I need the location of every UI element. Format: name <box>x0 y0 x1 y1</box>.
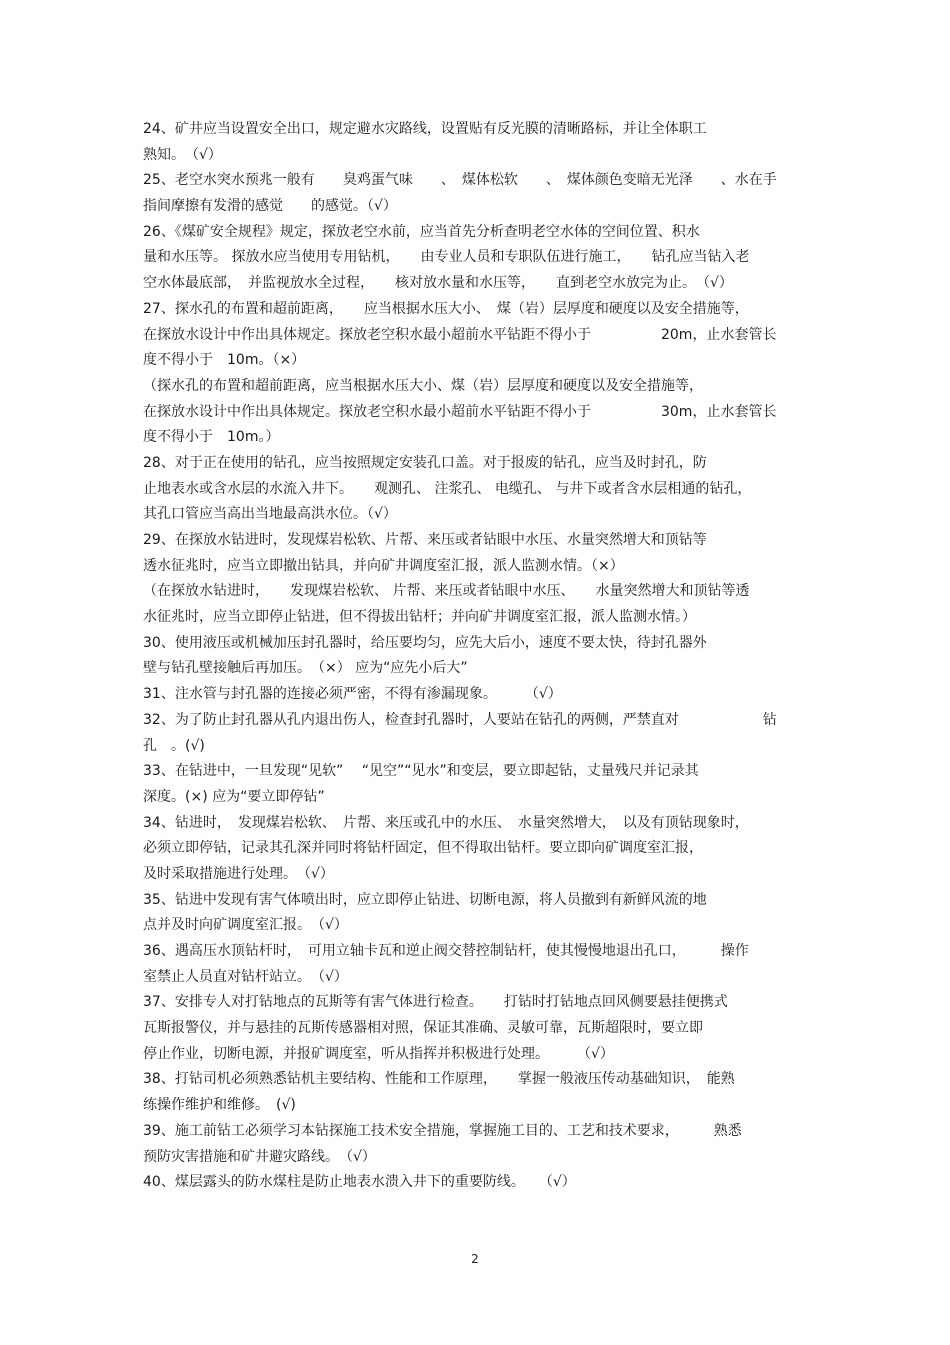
text-line: 空水体最底部， 并监视放水全过程， 核对放水量和水压等， 直到老空水放完为止。 （√） <box>143 275 733 292</box>
text-line: 度不得小于 10m。） <box>143 429 280 446</box>
text-line: 深度。(×) 应为“要立即停钻” <box>143 788 325 805</box>
text-line: 室禁止人员直对钻杆站立。 （√） <box>143 968 348 985</box>
text-line: 点并及时向矿调度室汇报。 （√） <box>143 917 348 934</box>
text-line: 24、矿井应当设置安全出口，规定避水灾路线，设置贴有反光膜的清晰路标，并让全体职工 <box>143 121 707 137</box>
text-line: 34、钻进时， 发现煤岩松软、 片帮、来压或孔中的水压、 水量突然增大， 以及有顶钻现象时， <box>143 814 749 831</box>
text-line: 40、煤层露头的防水煤柱是防止地表水溃入井下的重要防线。 （√） <box>143 1174 576 1191</box>
text-line: 27、探水孔的布置和超前距离， 应当根据水压大小、 煤（岩）层厚度和硬度以及安全措施等， <box>143 300 749 317</box>
text-line: 量和水压等。 探放水应当使用专用钻机， 由专业人员和专职队伍进行施工， 钻孔应当钻入老 <box>143 249 750 266</box>
text-line: 29、在探放水钻进时，发现煤岩松软、片帮、来压或者钻眼中水压、水量突然增大和顶钻等 <box>143 532 707 548</box>
text-line: 熟知。 （√） <box>143 146 222 163</box>
text-line: 38、打钻司机必须熟悉钻机主要结构、性能和工作原理， 掌握一般液压传动基础知识， 能熟 <box>143 1071 735 1088</box>
text-line: 预防灾害措施和矿井避灾路线。 （√） <box>143 1148 376 1165</box>
text-line: 瓦斯报警仪，并与悬挂的瓦斯传感器相对照，保证其准确、灵敏可靠，瓦斯超限时，要立即 <box>143 1020 703 1037</box>
text-line: 练操作维护和维修。 (√) <box>143 1097 296 1114</box>
text-line: 32、为了防止封孔器从孔内退出伤人，检查封孔器时，人要站在钻孔的两侧，严禁直对 钻 <box>143 711 777 728</box>
text-line: 37、安排专人对打钻地点的瓦斯等有害气体进行检查。 打钻时打钻地点回风侧要悬挂便携式 <box>143 994 728 1011</box>
text-line: 36、遇高压水顶钻杆时， 可用立轴卡瓦和逆止阀交替控制钻杆，使其慢慢地退出孔口， 操作 <box>143 943 749 959</box>
text-line: 在探放水设计中作出具体规定。探放老空积水最小超前水平钻距不得小于 20m，止水套管长 <box>143 326 777 343</box>
text-line: 止地表水或含水层的水流入井下。 观测孔、 注浆孔、 电缆孔、 与井下或者含水层相通的钻孔， <box>143 480 752 497</box>
text-line: 水征兆时，应当立即停止钻进，但不得拔出钻杆；并向矿井调度室汇报，派人监测水情。） <box>143 609 696 626</box>
text-line: 26、《煤矿安全规程》规定，探放老空水前，应当首先分析查明老空水体的空间位置、积水 <box>143 223 700 240</box>
text-line: 在探放水设计中作出具体规定。探放老空积水最小超前水平钻距不得小于 30m，止水套管长 <box>143 403 777 420</box>
text-line: 31、注水管与封孔器的连接必须严密，不得有渗漏现象。 （√） <box>143 686 562 703</box>
text-line: 39、施工前钻工必须学习本钻探施工技术安全措施，掌握施工目的、工艺和技术要求， 熟悉 <box>143 1122 742 1139</box>
text-line: （在探放水钻进时， 发现煤岩松软、 片帮、来压或者钻眼中水压、 水量突然增大和顶钻等透 <box>143 583 750 600</box>
text-line: 及时采取措施进行处理。 （√） <box>143 865 334 882</box>
text-line: 透水征兆时，应当立即撤出钻具，并向矿井调度室汇报，派人监测水情。（×） <box>143 557 624 574</box>
document-body <box>143 117 813 1196</box>
text-line: 停止作业，切断电源，并报矿调度室，听从指挥并积极进行处理。 （√） <box>143 1045 614 1062</box>
text-line: 壁与钻孔壁接触后再加压。 （×） 应为“应先小后大” <box>143 660 468 677</box>
text-line: 28、对于正在使用的钻孔，应当按照规定安装孔口盖。对于报废的钻孔，应当及时封孔，防 <box>143 454 707 471</box>
text-line: 孔 。(√) <box>143 737 205 754</box>
page-number: 2 <box>471 1252 479 1266</box>
text-line: 度不得小于 10m。（×） <box>143 352 306 369</box>
text-line: （探水孔的布置和超前距离，应当根据水压大小、煤（岩）层厚度和硬度以及安全措施等， <box>143 377 703 394</box>
text-line: 必须立即停钻，记录其孔深并同时将钻杆固定，但不得取出钻杆。要立即向矿调度室汇报， <box>143 840 703 857</box>
text-line: 25、老空水突水预兆一般有 臭鸡蛋气味 、 煤体松软 、 煤体颜色变暗无光泽 、水在手 <box>143 172 777 189</box>
text-line: 其孔口管应当高出当地最高洪水位。（√） <box>143 506 397 523</box>
text-line: 35、钻进中发现有害气体喷出时，应立即停止钻进、切断电源，将人员撤到有新鲜风流的地 <box>143 891 707 908</box>
text-line: 33、在钻进中，一旦发现“见软” “见空”“见水”和变层，要立即起钻，丈量残尺并记录其 <box>143 763 699 780</box>
text-line: 指间摩擦有发滑的感觉 的感觉。（√） <box>143 198 397 215</box>
text-line: 30、使用液压或机械加压封孔器时，给压要均匀，应先大后小，速度不要太快，待封孔器外 <box>143 634 707 651</box>
